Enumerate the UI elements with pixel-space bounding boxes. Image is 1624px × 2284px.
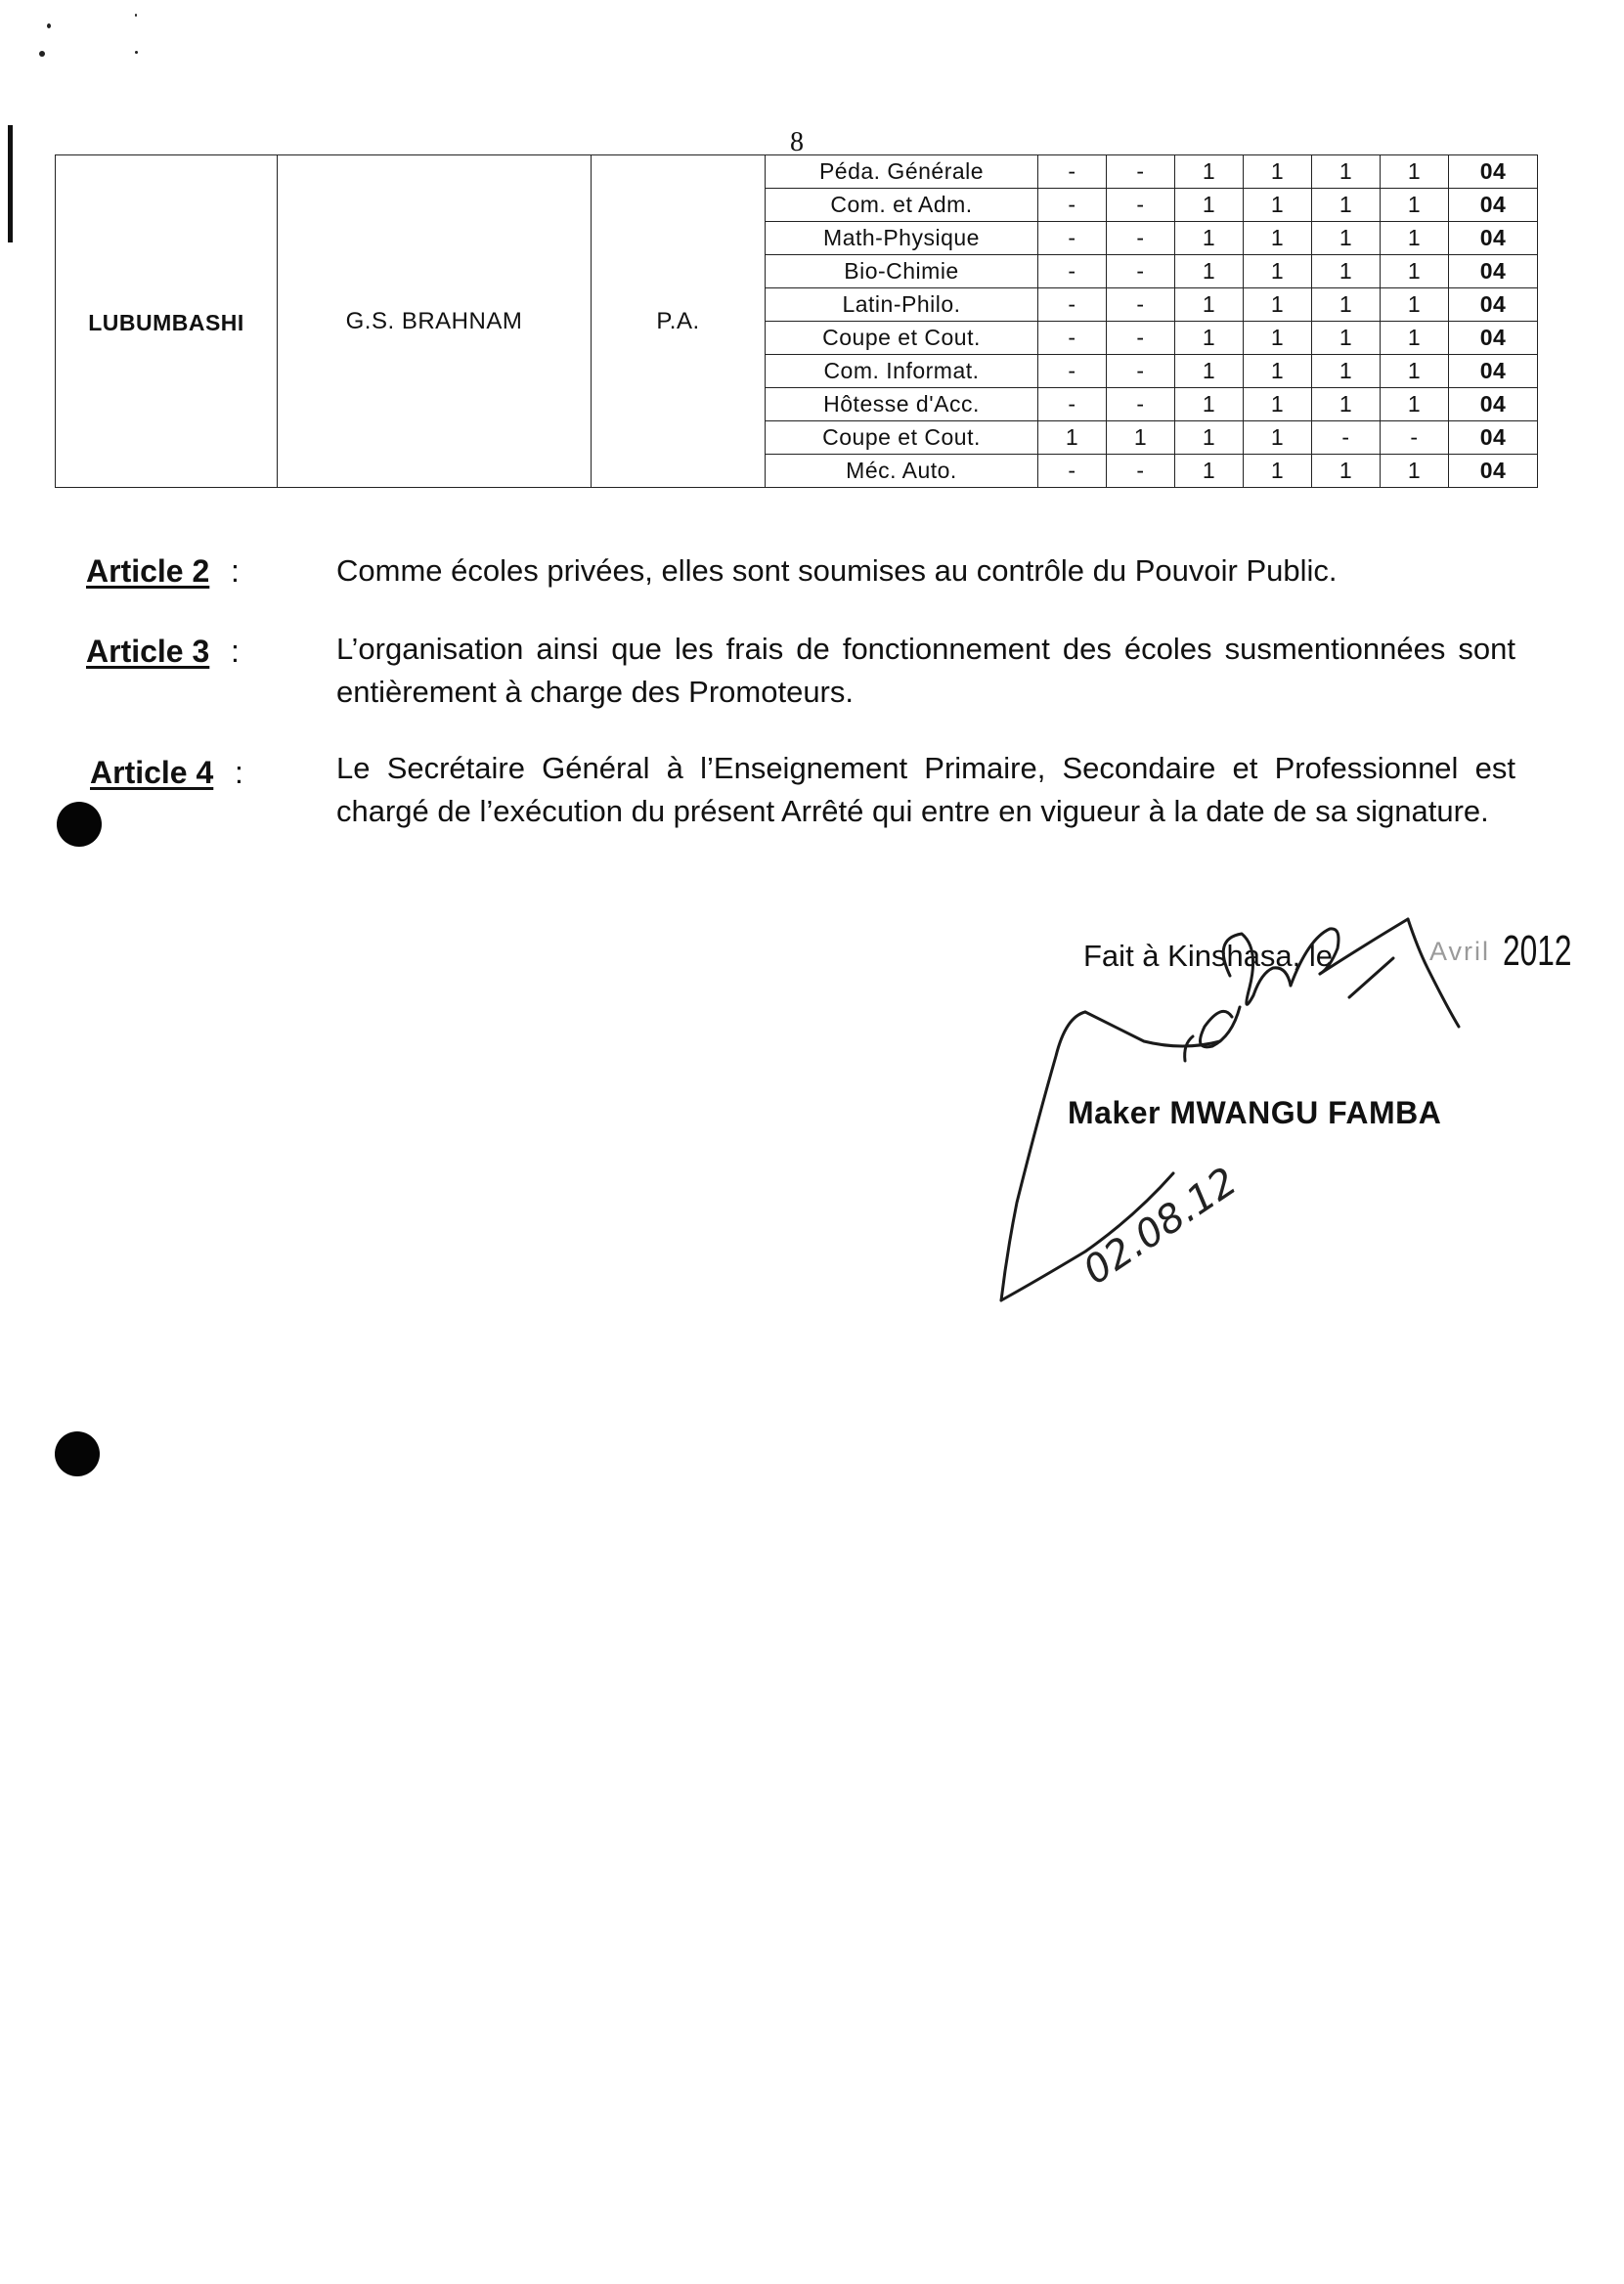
count-cell: -	[1107, 222, 1175, 255]
scan-edge-mark	[8, 125, 13, 242]
punch-hole	[55, 1431, 100, 1476]
total-cell: 04	[1449, 222, 1538, 255]
article-colon: :	[231, 553, 240, 589]
count-cell: 1	[1244, 455, 1312, 488]
table-code-cell: P.A.	[592, 155, 766, 488]
scan-speck	[135, 51, 138, 54]
option-cell: Latin-Philo.	[766, 288, 1038, 322]
count-cell: 1	[1312, 255, 1381, 288]
count-cell: -	[1107, 189, 1175, 222]
count-cell: -	[1038, 155, 1107, 189]
article-label: Article 2	[86, 553, 210, 589]
total-cell: 04	[1449, 189, 1538, 222]
count-cell: 1	[1381, 255, 1449, 288]
count-cell: -	[1107, 155, 1175, 189]
count-cell: 1	[1175, 155, 1244, 189]
count-cell: 1	[1175, 421, 1244, 455]
article-colon: :	[231, 634, 240, 669]
count-cell: -	[1381, 421, 1449, 455]
count-cell: -	[1038, 455, 1107, 488]
date-year: 2012	[1503, 927, 1572, 975]
count-cell: -	[1107, 255, 1175, 288]
article-text: L’organisation ainsi que les frais de fonctionnement des écoles susmentionnées sont entièrement à charge des Promoteurs.	[336, 632, 1515, 709]
count-cell: -	[1107, 322, 1175, 355]
total-cell: 04	[1449, 288, 1538, 322]
option-cell: Math-Physique	[766, 222, 1038, 255]
count-cell: 1	[1175, 222, 1244, 255]
option-cell: Com. Informat.	[766, 355, 1038, 388]
count-cell: 1	[1175, 189, 1244, 222]
count-cell: 1	[1312, 388, 1381, 421]
count-cell: 1	[1175, 322, 1244, 355]
option-cell: Hôtesse d'Acc.	[766, 388, 1038, 421]
count-cell: 1	[1244, 189, 1312, 222]
count-cell: 1	[1381, 222, 1449, 255]
count-cell: -	[1038, 388, 1107, 421]
count-cell: -	[1038, 222, 1107, 255]
count-cell: 1	[1312, 155, 1381, 189]
count-cell: 1	[1244, 322, 1312, 355]
count-cell: 1	[1381, 388, 1449, 421]
count-cell: -	[1038, 288, 1107, 322]
count-cell: 1	[1038, 421, 1107, 455]
count-cell: -	[1038, 322, 1107, 355]
table-row	[56, 155, 1538, 189]
date-stamp-month: Avril	[1429, 937, 1491, 966]
count-cell: 1	[1381, 455, 1449, 488]
count-cell: 1	[1107, 421, 1175, 455]
count-cell: 1	[1381, 322, 1449, 355]
total-cell: 04	[1449, 355, 1538, 388]
total-cell: 04	[1449, 155, 1538, 189]
punch-hole	[57, 802, 102, 847]
count-cell: 1	[1244, 288, 1312, 322]
option-cell: Méc. Auto.	[766, 455, 1038, 488]
count-cell: 1	[1312, 222, 1381, 255]
count-cell: 1	[1312, 355, 1381, 388]
count-cell: -	[1312, 421, 1381, 455]
count-cell: 1	[1381, 155, 1449, 189]
count-cell: -	[1038, 189, 1107, 222]
page-number: 8	[790, 127, 804, 157]
count-cell: 1	[1381, 355, 1449, 388]
article-text: Comme écoles privées, elles sont soumises au contrôle du Pouvoir Public.	[336, 553, 1338, 588]
count-cell: -	[1107, 355, 1175, 388]
handwritten-date: 02.08.12	[1075, 1159, 1246, 1295]
count-cell: -	[1038, 255, 1107, 288]
count-cell: 1	[1381, 288, 1449, 322]
count-cell: 1	[1244, 355, 1312, 388]
count-cell: 1	[1244, 222, 1312, 255]
count-cell: 1	[1381, 189, 1449, 222]
count-cell: 1	[1312, 455, 1381, 488]
count-cell: 1	[1175, 388, 1244, 421]
total-cell: 04	[1449, 455, 1538, 488]
total-cell: 04	[1449, 322, 1538, 355]
count-cell: 1	[1244, 155, 1312, 189]
count-cell: -	[1107, 455, 1175, 488]
place-date: Fait à Kinshasa, le	[1083, 939, 1334, 973]
count-cell: 1	[1175, 288, 1244, 322]
total-cell: 04	[1449, 388, 1538, 421]
option-cell: Coupe et Cout.	[766, 421, 1038, 455]
total-cell: 04	[1449, 255, 1538, 288]
article-label: Article 4	[90, 755, 214, 790]
count-cell: 1	[1244, 388, 1312, 421]
article-text: Le Secrétaire Général à l’Enseignement Primaire, Secondaire et Professionnel est chargé de l’exécution du présent Arrêté qui entre en vigueur à la date de sa signature.	[336, 751, 1515, 828]
scan-speck	[39, 51, 45, 57]
scan-speck	[47, 23, 51, 28]
allocation-table	[55, 154, 1538, 488]
option-cell: Péda. Générale	[766, 155, 1038, 189]
option-cell: Com. et Adm.	[766, 189, 1038, 222]
count-cell: 1	[1175, 255, 1244, 288]
count-cell: 1	[1175, 355, 1244, 388]
total-cell: 04	[1449, 421, 1538, 455]
count-cell: -	[1038, 355, 1107, 388]
option-cell: Coupe et Cout.	[766, 322, 1038, 355]
count-cell: 1	[1312, 322, 1381, 355]
option-cell: Bio-Chimie	[766, 255, 1038, 288]
article-label: Article 3	[86, 634, 210, 669]
count-cell: 1	[1244, 255, 1312, 288]
article-colon: :	[235, 755, 243, 790]
count-cell: 1	[1244, 421, 1312, 455]
count-cell: -	[1107, 388, 1175, 421]
count-cell: 1	[1312, 288, 1381, 322]
table-school-cell: G.S. BRAHNAM	[278, 155, 592, 488]
count-cell: 1	[1312, 189, 1381, 222]
signatory-name: Maker MWANGU FAMBA	[1068, 1095, 1442, 1130]
count-cell: 1	[1175, 455, 1244, 488]
table-city-cell: LUBUMBASHI	[56, 155, 278, 488]
count-cell: -	[1107, 288, 1175, 322]
scan-speck	[135, 14, 137, 17]
